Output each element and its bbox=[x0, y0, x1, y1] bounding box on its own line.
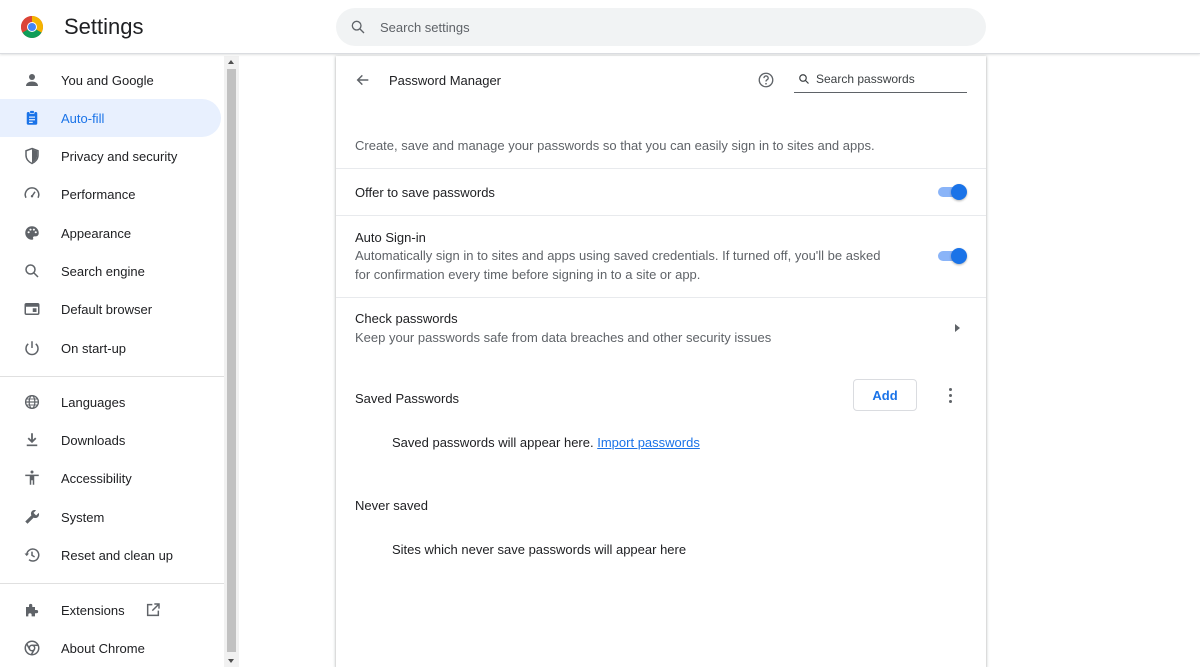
globe-icon bbox=[22, 392, 42, 412]
back-arrow-icon[interactable] bbox=[353, 70, 373, 90]
chrome-logo-icon bbox=[20, 15, 44, 39]
sidebar-item-reset-and-clean-up[interactable] bbox=[0, 536, 221, 574]
sidebar-item-label: System bbox=[61, 509, 105, 525]
sidebar-divider bbox=[0, 376, 224, 377]
sidebar-item-appearance[interactable] bbox=[0, 214, 221, 252]
sidebar-item-auto-fill[interactable] bbox=[0, 99, 221, 137]
saved-passwords-empty-text: Saved passwords will appear here. bbox=[392, 435, 594, 450]
search-icon bbox=[22, 261, 42, 281]
sidebar-item-label: Languages bbox=[61, 394, 126, 410]
sidebar-item-label: Downloads bbox=[61, 432, 126, 448]
row-divider bbox=[336, 297, 986, 298]
sidebar-item-label: On start-up bbox=[61, 340, 127, 356]
sidebar-item-extensions[interactable] bbox=[0, 591, 221, 629]
settings-search-input[interactable] bbox=[380, 20, 940, 35]
help-icon[interactable] bbox=[756, 70, 776, 90]
shield-icon bbox=[22, 146, 42, 166]
sidebar-item-label: Appearance bbox=[61, 225, 132, 241]
saved-passwords-empty-state bbox=[392, 435, 700, 450]
browser-window-icon bbox=[22, 299, 42, 319]
sidebar-item-label: Default browser bbox=[61, 301, 153, 317]
chrome-logo-icon bbox=[22, 638, 42, 658]
puzzle-icon bbox=[22, 600, 42, 620]
sidebar-item-label: Search engine bbox=[61, 263, 145, 279]
sidebar-item-privacy-and-security[interactable] bbox=[0, 137, 221, 175]
sidebar-item-accessibility[interactable] bbox=[0, 459, 221, 497]
person-icon bbox=[22, 70, 42, 90]
auto-signin-toggle[interactable] bbox=[937, 246, 969, 266]
sidebar-scrollbar[interactable] bbox=[224, 56, 239, 667]
sidebar-item-on-start-up[interactable] bbox=[0, 329, 221, 367]
page-title: Password Manager bbox=[389, 73, 501, 88]
sidebar bbox=[0, 56, 224, 667]
check-passwords-description: Keep your passwords safe from data breaches and other security issues bbox=[355, 330, 772, 345]
sidebar-item-label: Extensions bbox=[61, 602, 125, 618]
check-passwords-label[interactable]: Check passwords bbox=[355, 311, 458, 326]
sidebar-item-search-engine[interactable] bbox=[0, 252, 221, 290]
clipboard-icon bbox=[22, 108, 42, 128]
more-vert-icon[interactable] bbox=[940, 385, 960, 405]
speedometer-icon bbox=[22, 184, 42, 204]
power-icon bbox=[22, 338, 42, 358]
accessibility-icon bbox=[22, 468, 42, 488]
saved-passwords-heading: Saved Passwords bbox=[355, 391, 460, 406]
password-search-box[interactable] bbox=[794, 66, 967, 93]
offer-to-save-toggle[interactable] bbox=[937, 182, 969, 202]
never-saved-empty-text: Sites which never save passwords will appear here bbox=[392, 542, 687, 557]
panel-header bbox=[336, 56, 986, 108]
search-icon bbox=[796, 71, 812, 87]
sidebar-item-label: Auto-fill bbox=[61, 110, 105, 126]
reset-history-icon bbox=[22, 545, 42, 565]
toggle-knob bbox=[951, 184, 967, 200]
sidebar-item-downloads[interactable] bbox=[0, 421, 221, 459]
row-divider bbox=[336, 215, 986, 216]
top-bar bbox=[0, 0, 1200, 54]
scrollbar-thumb[interactable] bbox=[227, 69, 236, 652]
chevron-right-icon[interactable] bbox=[955, 324, 960, 332]
palette-icon bbox=[22, 223, 42, 243]
sidebar-item-languages[interactable] bbox=[0, 383, 221, 421]
password-manager-panel bbox=[336, 56, 986, 667]
sidebar-item-label: You and Google bbox=[61, 72, 154, 88]
scroll-down-arrow-icon[interactable] bbox=[228, 659, 234, 663]
sidebar-item-performance[interactable] bbox=[0, 175, 221, 213]
open-in-new-icon bbox=[145, 602, 161, 618]
password-search-input[interactable] bbox=[816, 72, 966, 86]
sidebar-divider bbox=[0, 583, 224, 584]
sidebar-item-label: Privacy and security bbox=[61, 148, 178, 164]
sidebar-item-label: About Chrome bbox=[61, 640, 145, 656]
sidebar-item-default-browser[interactable] bbox=[0, 290, 221, 328]
settings-search-box[interactable] bbox=[336, 8, 986, 46]
sidebar-item-label: Accessibility bbox=[61, 470, 132, 486]
row-divider bbox=[336, 168, 986, 169]
app-title: Settings bbox=[64, 14, 144, 39]
sidebar-item-label: Performance bbox=[61, 186, 136, 202]
sidebar-item-about-chrome[interactable] bbox=[0, 629, 221, 667]
wrench-icon bbox=[22, 507, 42, 527]
auto-signin-description: Automatically sign in to sites and apps using saved credentials. If turned off, you'll be asked for confirmation every time before signing in to a site or app. bbox=[355, 248, 881, 282]
never-saved-heading: Never saved bbox=[355, 498, 428, 513]
sidebar-item-you-and-google[interactable] bbox=[0, 61, 221, 99]
sidebar-item-label: Reset and clean up bbox=[61, 547, 174, 563]
sidebar-item-system[interactable] bbox=[0, 498, 221, 536]
password-manager-description: Create, save and manage your passwords so that you can easily sign in to sites and apps. bbox=[355, 138, 875, 153]
download-icon bbox=[22, 430, 42, 450]
scroll-up-arrow-icon[interactable] bbox=[228, 60, 234, 64]
add-password-button[interactable]: Add bbox=[853, 379, 917, 411]
search-icon bbox=[348, 17, 368, 37]
offer-to-save-label: Offer to save passwords bbox=[355, 185, 495, 200]
toggle-knob bbox=[951, 248, 967, 264]
auto-signin-label: Auto Sign-in bbox=[355, 230, 426, 245]
import-passwords-link[interactable]: Import passwords bbox=[597, 435, 700, 450]
